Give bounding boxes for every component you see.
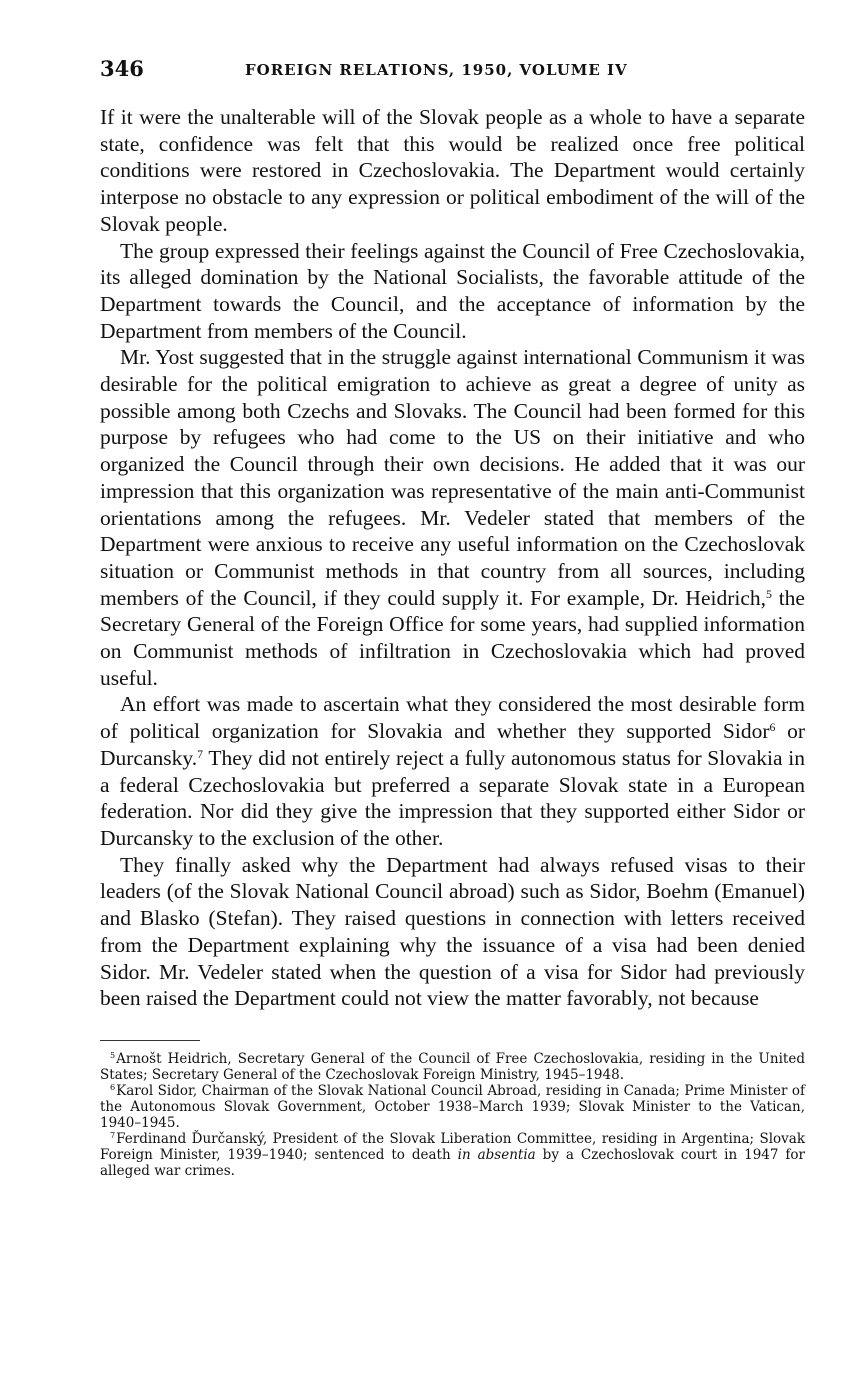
footnote-5 bbox=[100, 1051, 805, 1083]
page-number: 346 bbox=[100, 56, 144, 81]
paragraph-3-text-a: Mr. Yost suggested that in the struggle against international Communism it was desirable for the political emigration to achieve as great a degree of unity as possible among both Czechs and Slovaks. The Council had been formed for this purpose by refugees who had come to the US on their initiative and who organized the Council through their own decisions. He added that it was our impression that this organization was representative of the main anti-Communist orientations among the refugees. Mr. Vedeler stated that members of the Department were anxious to receive any useful information on the Czechoslovak situation or Communist methods in that country from all sources, including members of the Council, if they could supply it. For example, Dr. Heidrich, bbox=[100, 345, 805, 610]
footnote-7 bbox=[100, 1131, 805, 1179]
paragraph-4-text-b: or Durcansky. bbox=[100, 719, 805, 770]
paragraph-3-text-b: the Secretary General of the Foreign Office for some years, had supplied information on Communist methods of infiltration in Czechoslovakia which had proved useful. bbox=[100, 585, 805, 690]
document-page bbox=[100, 56, 805, 1179]
footnote-7-mark: 7 bbox=[110, 1130, 116, 1141]
footnote-5-mark: 5 bbox=[110, 1050, 116, 1061]
footnote-5-text: Arnošt Heidrich, Secretary General of the Council of Free Czechoslovakia, residing in the United States; Secretary General of the Czechoslovak Foreign Ministry, 1945–1948. bbox=[100, 1050, 805, 1083]
footnote-7-text-a: Ferdinand Ďurčanský, President of the Slovak Liberation Committee, residing in Argentina; Slovak Foreign Minister, 1939–1940; sentenced to death bbox=[100, 1130, 805, 1163]
footnotes bbox=[100, 1051, 805, 1179]
footnote-6-text: Karol Sidor, Chairman of the Slovak National Council Abroad, residing in Canada; Prime Minister of the Autonomous Slovak Government, October 1938–March 1939; Slovak Minister to the Vatican, 1940–1945. bbox=[100, 1082, 805, 1131]
paragraph-3 bbox=[100, 344, 805, 691]
footnote-6-mark: 6 bbox=[110, 1082, 116, 1093]
footnote-divider bbox=[100, 1040, 200, 1041]
paragraph-5-text: They finally asked why the Department had always refused visas to their leaders (of the Slovak National Council abroad) such as Sidor, Boehm (Emanuel) and Blasko (Stefan). They raised questions in connection with letters received from the Department explaining why the issuance of a visa had been denied Sidor. Mr. Vedeler stated when the question of a visa for Sidor had previously been raised the Department could not view the matter favorably, not because bbox=[100, 852, 805, 1011]
paragraph-4-text-c: They did not entirely reject a fully autonomous status for Slovakia in a federal Czechoslovakia but preferred a separate Slovak state in a European federation. Nor did they give the impression that they supported either Sidor or Durcansky to the exclusion of the other. bbox=[100, 745, 805, 850]
paragraph-1 bbox=[100, 104, 805, 238]
running-head bbox=[100, 56, 805, 86]
paragraph-4-text-a: An effort was made to ascertain what they considered the most desirable form of political organization for Slovakia and whether they supported Sidor bbox=[100, 692, 805, 744]
body-text bbox=[100, 104, 805, 1012]
footnote-ref-5[interactable]: 5 bbox=[766, 586, 772, 601]
footnote-ref-7[interactable]: 7 bbox=[197, 746, 204, 761]
footnote-7-text-b: by a Czechoslovak court in 1947 for alleged war crimes. bbox=[100, 1146, 805, 1179]
paragraph-2-text: The group expressed their feelings against the Council of Free Czechoslovakia, its alleged domination by the National Socialists, the favorable attitude of the Department towards the Council, and the acceptance of information by the Department from members of the Council. bbox=[100, 238, 805, 343]
footnote-ref-6[interactable]: 6 bbox=[769, 720, 776, 735]
paragraph-4 bbox=[100, 691, 805, 851]
paragraph-1-text: If it were the unalterable will of the Slovak people as a whole to have a separate state, confidence was felt that this would be realized once free political conditions were restored in Czechoslovakia. The Department would certainly interpose no obstacle to any expression or political embodiment of the will of the Slovak people. bbox=[100, 105, 805, 236]
footnote-7-italic: in absentia bbox=[457, 1146, 536, 1163]
paragraph-2 bbox=[100, 238, 805, 345]
footnote-6 bbox=[100, 1083, 805, 1131]
paragraph-5 bbox=[100, 852, 805, 1012]
running-title: FOREIGN RELATIONS, 1950, VOLUME IV bbox=[245, 61, 628, 79]
